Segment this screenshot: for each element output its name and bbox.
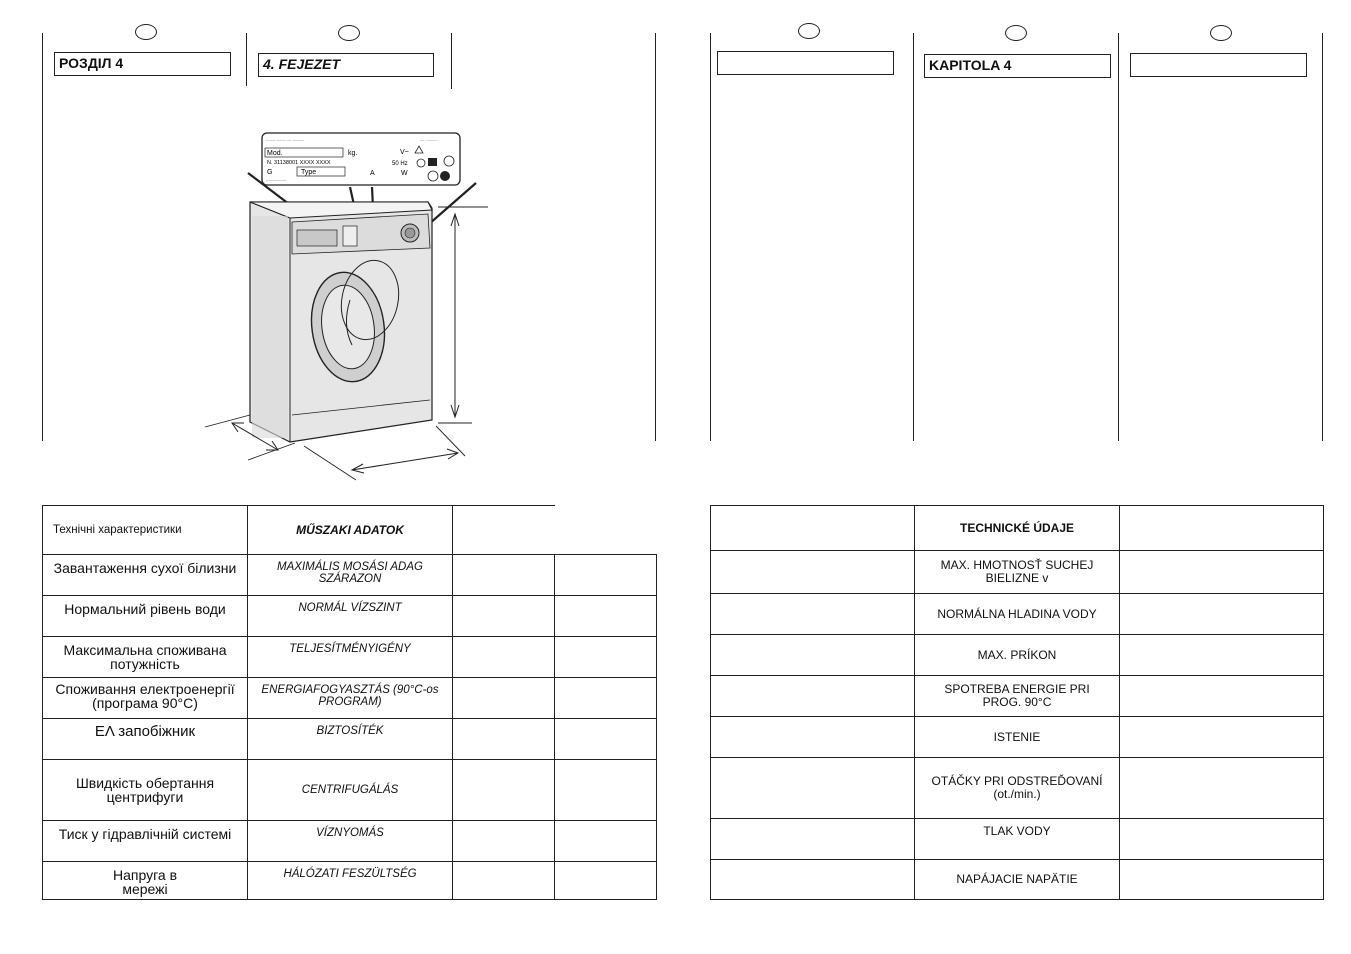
row-label-hu: ENERGIAFOGYASZTÁS (90°C-os PROGRAM) bbox=[248, 678, 453, 719]
header-cell-empty bbox=[711, 506, 915, 551]
row-label-ua: Завантаження сухої білизни bbox=[43, 555, 248, 596]
row-label-ua: Напруга в мережі bbox=[43, 862, 248, 900]
row-label-hu: MAXIMÁLIS MOSÁSI ADAG SZÁRAZON bbox=[248, 555, 453, 596]
language-marker-ua bbox=[135, 24, 157, 40]
table-row bbox=[711, 594, 1324, 635]
value-cell bbox=[555, 555, 657, 596]
svg-text:~~ ~~~~~: ~~ ~~~~~ bbox=[420, 138, 438, 143]
column-divider bbox=[655, 33, 656, 441]
row-label-hu: CENTRIFUGÁLÁS bbox=[248, 760, 453, 821]
plate-type: Type bbox=[301, 169, 317, 176]
value-cell bbox=[711, 819, 915, 860]
value-cell bbox=[555, 760, 657, 821]
table-header-row bbox=[43, 506, 657, 555]
header-cell-empty bbox=[453, 506, 555, 555]
row-label-sk: MAX. HMOTNOSŤ SUCHEJ BIELIZNE v bbox=[915, 551, 1120, 594]
row-label-hu: TELJESÍTMÉNYIGÉNY bbox=[248, 637, 453, 678]
row-label-ua: Швидкість обертання центрифуги bbox=[43, 760, 248, 821]
plate-g: G bbox=[267, 169, 273, 176]
value-cell bbox=[1120, 635, 1324, 676]
row-label-hu: NORMÁL VÍZSZINT bbox=[248, 596, 453, 637]
table-row bbox=[43, 637, 657, 678]
value-cell bbox=[555, 596, 657, 637]
language-marker-sk bbox=[1005, 25, 1027, 41]
row-label-ua: Тиск у гідравлічній системі bbox=[43, 821, 248, 862]
row-label-sk: OTÁČKY PRI ODSTREĎOVANÍ (ot./min.) bbox=[915, 758, 1120, 819]
spec-table-right bbox=[710, 505, 1324, 900]
row-label-ua: ЕΛ запобіжник bbox=[43, 719, 248, 760]
plate-amp: A bbox=[370, 170, 375, 177]
header-cell-empty bbox=[1120, 506, 1324, 551]
value-cell bbox=[453, 862, 555, 900]
row-label-sk: NAPÁJACIE NAPÄTIE bbox=[915, 860, 1120, 900]
value-cell bbox=[1120, 819, 1324, 860]
chapter-header-1 bbox=[717, 51, 894, 75]
table-row bbox=[711, 758, 1324, 819]
column-divider bbox=[1118, 33, 1119, 441]
header-cell-hu: MŰSZAKI ADATOK bbox=[248, 506, 453, 555]
plate-serial: N. 31138001 XXXX XXXX bbox=[267, 160, 331, 166]
table-row bbox=[43, 821, 657, 862]
column-divider bbox=[42, 33, 43, 441]
value-cell bbox=[711, 635, 915, 676]
value-cell bbox=[1120, 758, 1324, 819]
value-cell bbox=[555, 719, 657, 760]
row-label-sk: TLAK VODY bbox=[915, 819, 1120, 860]
row-label-hu: BIZTOSÍTÉK bbox=[248, 719, 453, 760]
column-divider bbox=[913, 33, 914, 441]
row-label-sk: MAX. PRÍKON bbox=[915, 635, 1120, 676]
value-cell bbox=[1120, 860, 1324, 900]
value-cell bbox=[453, 678, 555, 719]
spec-table-left bbox=[42, 505, 657, 900]
plate-hz: 50 Hz bbox=[392, 161, 408, 167]
plate-volt: V~ bbox=[400, 149, 409, 156]
language-marker-hu bbox=[338, 25, 360, 41]
value-cell bbox=[453, 760, 555, 821]
chapter-header-sk: KAPITOLA 4 bbox=[924, 54, 1111, 78]
value-cell bbox=[555, 821, 657, 862]
table-row bbox=[711, 551, 1324, 594]
value-cell bbox=[555, 637, 657, 678]
value-cell bbox=[453, 719, 555, 760]
value-cell bbox=[711, 717, 915, 758]
value-cell bbox=[711, 860, 915, 900]
chapter-header-ua: РОЗДІЛ 4 bbox=[54, 52, 231, 76]
value-cell bbox=[711, 676, 915, 717]
table-row bbox=[711, 860, 1324, 900]
value-cell bbox=[711, 551, 915, 594]
table-row bbox=[43, 678, 657, 719]
value-cell bbox=[1120, 717, 1324, 758]
table-row bbox=[43, 719, 657, 760]
header-cell-ua: Технічні характеристики bbox=[43, 506, 248, 555]
language-marker-1 bbox=[798, 23, 820, 39]
value-cell bbox=[711, 594, 915, 635]
svg-text:~~~~ ~~~~ ~~ ~~~~~: ~~~~ ~~~~ ~~ ~~~~~ bbox=[266, 138, 305, 143]
row-label-sk: SPOTREBA ENERGIE PRI PROG. 90°C bbox=[915, 676, 1120, 717]
value-cell bbox=[1120, 594, 1324, 635]
table-row bbox=[43, 760, 657, 821]
chapter-header-3 bbox=[1130, 53, 1307, 77]
table-row bbox=[43, 862, 657, 900]
value-cell bbox=[453, 596, 555, 637]
table-row bbox=[711, 635, 1324, 676]
column-divider bbox=[451, 33, 452, 89]
value-cell bbox=[711, 758, 915, 819]
rating-plate bbox=[262, 133, 460, 185]
value-cell bbox=[453, 637, 555, 678]
table-row bbox=[43, 555, 657, 596]
table-row bbox=[711, 819, 1324, 860]
chapter-header-hu: 4. FEJEZET bbox=[258, 53, 434, 77]
row-label-ua: Нормальний рівень води bbox=[43, 596, 248, 637]
column-divider bbox=[710, 33, 711, 441]
header-cell-empty bbox=[555, 506, 657, 555]
column-divider bbox=[1322, 33, 1323, 441]
value-cell bbox=[453, 821, 555, 862]
row-label-hu: HÁLÓZATI FESZÜLTSÉG bbox=[248, 862, 453, 900]
plate-mod: Mod. bbox=[267, 150, 283, 157]
language-marker-3 bbox=[1210, 25, 1232, 41]
table-row bbox=[43, 596, 657, 637]
header-cell-sk: TECHNICKÉ ÚDAJE bbox=[915, 506, 1120, 551]
table-header-row bbox=[711, 506, 1324, 551]
value-cell bbox=[453, 555, 555, 596]
value-cell bbox=[1120, 676, 1324, 717]
svg-text:~~~~~~~~~~: ~~~~~~~~~~ bbox=[266, 179, 287, 183]
table-row bbox=[711, 717, 1324, 758]
value-cell bbox=[555, 678, 657, 719]
value-cell bbox=[1120, 551, 1324, 594]
row-label-hu: VÍZNYOMÁS bbox=[248, 821, 453, 862]
plate-kg: kg. bbox=[348, 150, 358, 157]
row-label-ua: Споживання електроенергії (програма 90°C) bbox=[43, 678, 248, 719]
washing-machine-illustration bbox=[200, 130, 500, 490]
column-divider bbox=[246, 33, 247, 86]
plate-watt: W bbox=[401, 170, 408, 177]
row-label-ua: Максимальна споживана потужність bbox=[43, 637, 248, 678]
row-label-sk: ISTENIE bbox=[915, 717, 1120, 758]
value-cell bbox=[555, 862, 657, 900]
table-row bbox=[711, 676, 1324, 717]
row-label-sk: NORMÁLNA HLADINA VODY bbox=[915, 594, 1120, 635]
